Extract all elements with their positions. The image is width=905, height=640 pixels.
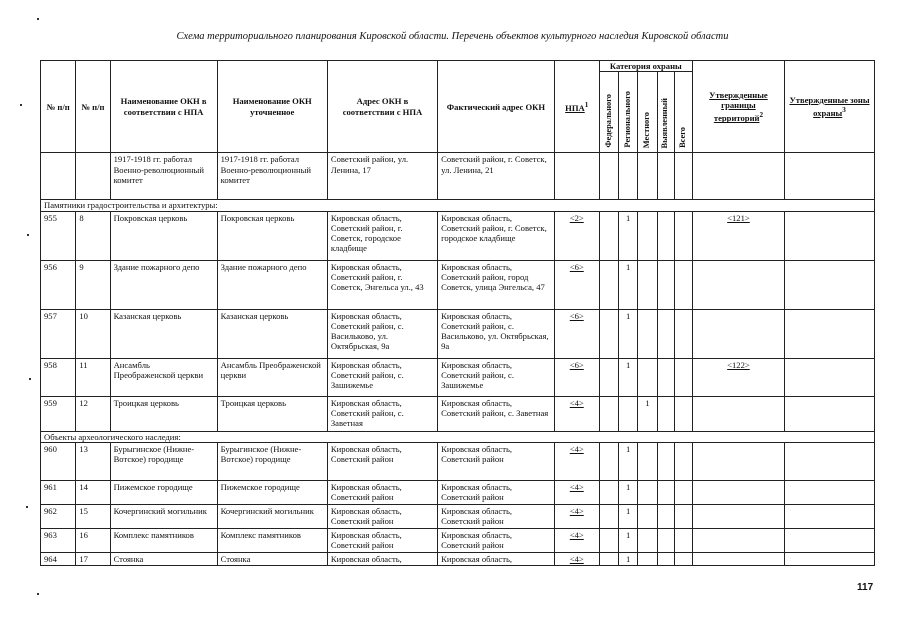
cell-approved-borders: [692, 260, 784, 309]
cell-cat-identified: [657, 396, 674, 431]
cell-cat-federal: [599, 211, 618, 260]
table-row: [41, 442, 875, 480]
cell-number-1: 959: [41, 396, 76, 431]
cell-address: Советский район, ул. Ленина, 17: [327, 153, 437, 200]
table-row: [41, 552, 875, 565]
cell-name: 1917-1918 гг. работал Военно-революционный комитет: [110, 153, 217, 200]
header-approved-zones: Утвержденные зоны охраны$^3$: [784, 61, 874, 153]
cell-approved-borders: <122>: [692, 358, 784, 396]
table-row: [41, 309, 875, 358]
cell-npa: <4>: [554, 528, 599, 552]
header-cat-regional: Регионального: [619, 72, 638, 153]
cell-number-2: 10: [76, 309, 110, 358]
cell-actual-address: Кировская область, Советский район: [438, 528, 555, 552]
page-title: Схема территориального планирования Кировской области. Перечень объектов культурного наследия Кировской области: [176, 31, 729, 42]
cell-cat-local: [638, 442, 657, 480]
cell-name-refined: Здание пожарного депо: [217, 260, 327, 309]
cell-npa: <2>: [554, 211, 599, 260]
header-address-npa: Адрес ОКН в соответствии с НПА: [327, 61, 437, 153]
cell-name-refined: Пижемское городище: [217, 480, 327, 504]
cell-cat-identified: [657, 442, 674, 480]
cell-cat-federal: [599, 504, 618, 528]
cell-name: Здание пожарного депо: [110, 260, 217, 309]
header-cat-identified: Выявленный: [657, 72, 674, 153]
cell-name: Троицкая церковь: [110, 396, 217, 431]
cell-number-2: 16: [76, 528, 110, 552]
cell-name: Покровская церковь: [110, 211, 217, 260]
cell-actual-address: Кировская область, Советский район, г. Советск, городское кладбище: [438, 211, 555, 260]
cell-approved-borders: [692, 396, 784, 431]
cell-cat-total: [674, 260, 692, 309]
cell-cat-regional: 1: [619, 504, 638, 528]
table-row: [41, 480, 875, 504]
cell-actual-address: Кировская область, Советский район: [438, 504, 555, 528]
cell-cat-identified: [657, 309, 674, 358]
cell-name: Комплекс памятников: [110, 528, 217, 552]
cell-address: Кировская область, Советский район, с. Зашижемье: [327, 358, 437, 396]
cell-cat-federal: [599, 396, 618, 431]
cell-npa: <6>: [554, 260, 599, 309]
cell-number-1: 957: [41, 309, 76, 358]
cell-actual-address: Кировская область, Советский район: [438, 480, 555, 504]
cell-actual-address: Кировская область, Советский район, с. Заветная: [438, 396, 555, 431]
cell-cat-regional: 1: [619, 442, 638, 480]
cell-name-refined: 1917-1918 гг. работал Военно-революционный комитет: [217, 153, 327, 200]
scan-speck: [37, 593, 39, 595]
cell-name-refined: Стоянка: [217, 552, 327, 565]
cell-cat-local: [638, 504, 657, 528]
cell-cat-regional: 1: [619, 528, 638, 552]
header-name-refined: Наименование ОКН уточненное: [217, 61, 327, 153]
cell-actual-address: Кировская область, Советский район, с. Зашижемье: [438, 358, 555, 396]
table-row: [41, 260, 875, 309]
cell-cat-total: [674, 504, 692, 528]
architecture-rows: [41, 211, 875, 431]
cell-approved-borders: <121>: [692, 211, 784, 260]
table-row-continued: [41, 153, 875, 200]
cell-name-refined: Кочергинский могильник: [217, 504, 327, 528]
cell-cat-federal: [599, 260, 618, 309]
cell-npa: <6>: [554, 309, 599, 358]
archaeology-rows: [41, 442, 875, 565]
cell-number-1: 958: [41, 358, 76, 396]
cell-approved-zones: [784, 552, 874, 565]
cell-cat-federal: [599, 528, 618, 552]
cell-address: Кировская область, Советский район: [327, 504, 437, 528]
cell-approved-borders: [692, 309, 784, 358]
cell-address: Кировская область, Советский район: [327, 480, 437, 504]
cell-actual-address: Советский район, г. Советск, ул. Ленина, 21: [438, 153, 555, 200]
cell-address: Кировская область, Советский район, с. Васильково, ул. Октябрьская, 9а: [327, 309, 437, 358]
cell-npa: <4>: [554, 442, 599, 480]
cell-actual-address: Кировская область, Советский район, с. Васильково, ул. Октябрьская, 9а: [438, 309, 555, 358]
cell-cat-identified: [657, 552, 674, 565]
cell-number-2: 14: [76, 480, 110, 504]
cell-name: Кочергинский могильник: [110, 504, 217, 528]
page-number: 117: [857, 582, 874, 593]
cell-cat-total: [674, 309, 692, 358]
cell-cat-regional: 1: [619, 211, 638, 260]
scan-speck: [20, 104, 22, 106]
cell-number-2: 9: [76, 260, 110, 309]
cell-cat-local: 1: [638, 396, 657, 431]
cell-number-1: 962: [41, 504, 76, 528]
cell-approved-borders: [692, 480, 784, 504]
cell-name-refined: Троицкая церковь: [217, 396, 327, 431]
cell-cat-federal: [599, 442, 618, 480]
header-cat-local: Местного: [638, 72, 657, 153]
cell-approved-zones: [784, 260, 874, 309]
cell-cat-federal: [599, 358, 618, 396]
cell-cat-local: [638, 260, 657, 309]
cell-cat-total: [674, 480, 692, 504]
cell-name: Бурыгинское (Нижне-Вотское) городище: [110, 442, 217, 480]
cell-name-refined: Ансамбль Преображенской церкви: [217, 358, 327, 396]
cell-number-1: 964: [41, 552, 76, 565]
cell-approved-zones: [784, 211, 874, 260]
cell-approved-borders: [692, 504, 784, 528]
cell-cat-local: [638, 528, 657, 552]
cell-name-refined: Покровская церковь: [217, 211, 327, 260]
scan-speck: [26, 506, 28, 508]
cell-number-1: 955: [41, 211, 76, 260]
cell-name-refined: Бурыгинское (Нижне-Вотское) городище: [217, 442, 327, 480]
cell-address: Кировская область, Советский район, г. Советск, Энгельса ул., 43: [327, 260, 437, 309]
cell-address: Кировская область,: [327, 552, 437, 565]
cell-cat-regional: [619, 396, 638, 431]
cell-npa: <4>: [554, 480, 599, 504]
cell-approved-borders: [692, 552, 784, 565]
cell-cat-identified: [657, 358, 674, 396]
table-row: [41, 396, 875, 431]
cell-cat-identified: [657, 528, 674, 552]
cell-cat-federal: [599, 552, 618, 565]
cell-number-1: 956: [41, 260, 76, 309]
cell-npa: <4>: [554, 504, 599, 528]
cell-cat-local: [638, 480, 657, 504]
header-number-1: № п/п: [41, 61, 76, 153]
cell-number-1: 960: [41, 442, 76, 480]
cell-cat-identified: [657, 504, 674, 528]
header-number-2: № п/п: [76, 61, 110, 153]
cell-cat-federal: [599, 309, 618, 358]
cell-cat-total: [674, 211, 692, 260]
header-row: [41, 61, 875, 72]
cell-approved-zones: [784, 358, 874, 396]
cell-approved-zones: [784, 504, 874, 528]
cell-name-refined: Комплекс памятников: [217, 528, 327, 552]
cell-address: Кировская область, Советский район, г. Советск, городское кладбище: [327, 211, 437, 260]
cell-cat-regional: 1: [619, 552, 638, 565]
cell-number-2: 17: [76, 552, 110, 565]
cell-cat-regional: 1: [619, 309, 638, 358]
section-architecture: Памятники градостроительства и архитектуры:: [41, 200, 875, 211]
header-category: Категория охраны: [599, 61, 692, 72]
table-row: [41, 504, 875, 528]
cell-actual-address: Кировская область, Советский район: [438, 442, 555, 480]
table-row: [41, 358, 875, 396]
cell-cat-total: [674, 552, 692, 565]
cell-number-1: 963: [41, 528, 76, 552]
cell-name-refined: Казанская церковь: [217, 309, 327, 358]
cell-cat-local: [638, 552, 657, 565]
cell-cat-regional: 1: [619, 480, 638, 504]
cell-actual-address: Кировская область, Советский район, город Советск, улица Энгельса, 47: [438, 260, 555, 309]
cell-name: Ансамбль Преображенской церкви: [110, 358, 217, 396]
cell-cat-total: [674, 358, 692, 396]
cell-cat-local: [638, 309, 657, 358]
cell-number-2: 8: [76, 211, 110, 260]
table-row: [41, 528, 875, 552]
cell-name: Казанская церковь: [110, 309, 217, 358]
cell-npa: <6>: [554, 358, 599, 396]
cell-npa: <4>: [554, 552, 599, 565]
header-name-npa: Наименование ОКН в соответствии с НПА: [110, 61, 217, 153]
cell-cat-identified: [657, 211, 674, 260]
cell-approved-zones: [784, 480, 874, 504]
header-cat-total: Всего: [674, 72, 692, 153]
cell-address: Кировская область, Советский район: [327, 442, 437, 480]
cell-address: Кировская область, Советский район, с. Заветная: [327, 396, 437, 431]
cell-name: Пижемское городище: [110, 480, 217, 504]
heritage-table: [40, 60, 875, 566]
table-row: [41, 211, 875, 260]
cell-approved-zones: [784, 309, 874, 358]
cell-number-2: 13: [76, 442, 110, 480]
cell-address: Кировская область, Советский район: [327, 528, 437, 552]
cell-cat-local: [638, 211, 657, 260]
cell-cat-regional: 1: [619, 260, 638, 309]
header-actual-address: Фактический адрес ОКН: [438, 61, 555, 153]
cell-cat-federal: [599, 480, 618, 504]
cell-cat-total: [674, 528, 692, 552]
section-archaeology: Объекты археологического наследия:: [41, 431, 875, 442]
cell-name: Стоянка: [110, 552, 217, 565]
scan-speck: [37, 18, 39, 20]
cell-npa: <4>: [554, 396, 599, 431]
cell-cat-total: [674, 442, 692, 480]
cell-approved-zones: [784, 442, 874, 480]
cell-cat-regional: 1: [619, 358, 638, 396]
cell-approved-borders: [692, 442, 784, 480]
cell-actual-address: Кировская область,: [438, 552, 555, 565]
cell-cat-identified: [657, 260, 674, 309]
cell-approved-borders: [692, 528, 784, 552]
heritage-table-container: [40, 60, 875, 566]
scan-speck: [29, 378, 31, 380]
cell-number-1: 961: [41, 480, 76, 504]
header-cat-federal: Федерального: [599, 72, 618, 153]
cell-number-2: 12: [76, 396, 110, 431]
scan-speck: [27, 234, 29, 236]
cell-cat-identified: [657, 480, 674, 504]
cell-number-2: 15: [76, 504, 110, 528]
header-approved-borders: Утвержденные границы территорий$^2$: [692, 61, 784, 153]
header-npa: НПА$^1$: [554, 61, 599, 153]
cell-approved-zones: [784, 396, 874, 431]
cell-number-2: 11: [76, 358, 110, 396]
cell-approved-zones: [784, 528, 874, 552]
cell-cat-local: [638, 358, 657, 396]
cell-cat-total: [674, 396, 692, 431]
